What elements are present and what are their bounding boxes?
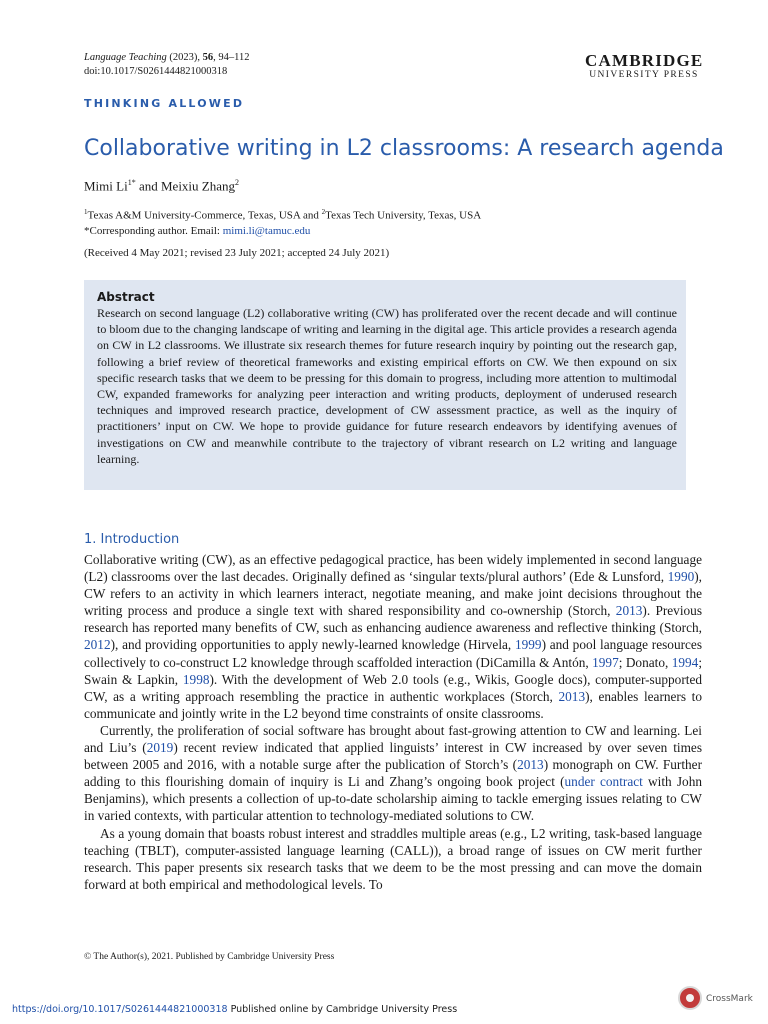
journal-citation: Language Teaching (2023), 56, 94–112 doi:10.1017/S0261444821000318 <box>84 52 250 77</box>
citation-link[interactable]: 2012 <box>84 637 111 653</box>
citation-link[interactable]: 1990 <box>667 569 695 585</box>
crossmark-badge[interactable]: CrossMark <box>678 985 758 1015</box>
abstract-box <box>84 280 686 490</box>
journal-doi: doi:10.1017/S0261444821000318 <box>84 66 228 77</box>
doi-link[interactable]: https://doi.org/10.1017/S0261444821000318 <box>12 1004 228 1015</box>
publisher-logo: CAMBRIDGE UNIVERSITY PRESS <box>585 51 704 80</box>
article-title: Collaborative writing in L2 classrooms: A research agenda <box>84 136 724 161</box>
citation-link[interactable]: 1998 <box>182 671 210 687</box>
paragraph: As a young domain that boasts robust interest and straddles multiple areas (e.g., L2 writing, task-based language teaching (TBLT), computer-assisted language learning (CALL)), a broad range of issues on CW merit further research. This paper presents six research tasks that we deem to be the most pressing and can move the domain forward at both empirical and methodological levels. To <box>84 825 702 892</box>
author-name: Meixiu Zhang <box>160 178 235 194</box>
citation-link[interactable]: under contract <box>564 774 643 790</box>
citation-link[interactable]: 1997 <box>592 654 619 670</box>
citation-link[interactable]: 2019 <box>146 740 174 756</box>
email-link[interactable]: mimi.li@tamuc.edu <box>222 224 311 237</box>
paragraph: Collaborative writing (CW), as an effective pedagogical practice, has been widely implemented in second language (L2) classrooms over the last decades. Originally defined as ‘singular texts/plural authors’ (Ede & Lunsford, 1990), CW refers to an activity in which learners interact, negotiate meaning, and make joint decisions throughout the writing process and produce a single text with shared responsibility and co-ownership (Storch, 2013). Previous research has reported many benefits of CW, such as enhancing audience awareness and reflective thinking (Storch, 2012), and providing opportunities to apply newly-learned knowledge (Hirvela, 1999) and pool language resources collectively to co-construct L2 knowledge through scaffolded interaction (DiCamilla & Antón, 1997; Donato, 1994; Swain & Lapkin, 1998). With the development of Web 2.0 tools (e.g., Wikis, Google docs), computer-supported CW, as a writing approach resembling the practice in authentic workplaces (Storch, 2013), enables learners to communicate and jointly write in the L2 beyond time constraints of onsite classrooms. <box>84 552 703 721</box>
citation-link[interactable]: 2013 <box>615 603 643 619</box>
copyright-notice: © The Author(s), 2021. Published by Cambridge University Press <box>84 952 335 962</box>
article-history: (Received 4 May 2021; revised 23 July 2021; accepted 24 July 2021) <box>84 247 390 259</box>
journal-name: Language Teaching <box>84 52 167 63</box>
abstract-heading: Abstract <box>97 290 155 304</box>
citation-link[interactable]: 1999 <box>514 637 542 653</box>
author-name: Mimi Li <box>84 178 128 194</box>
body-text <box>84 551 702 893</box>
citation-link[interactable]: 2013 <box>558 688 586 704</box>
section-tag: THINKING ALLOWED <box>84 97 245 110</box>
crossmark-icon <box>678 986 702 1010</box>
citation-link[interactable]: 2013 <box>517 757 544 773</box>
abstract-text: Research on second language (L2) collaborative writing (CW) has proliferated over the recent decade and will continue to bloom due to the changing landscape of writing and learning in the digital age. This article provides a research agenda on CW in L2 classrooms. We illustrate six research themes for future research inquiry by pointing out the research gap, following a brief review of theoretical frameworks and existing empirical efforts on CW. We then expound on six specific research tasks that we deem to be pressing for this domain to progress, including more attention to multimodal CW, expanded frameworks for analyzing peer interaction and writing products, deployment of underused research techniques and improved research practice, development of CW assessment practice, as well as the inquiry of practitioners’ input on CW. We hope to provide guidance for future research endeavors by identifying avenues of investigations on CW and meanwhile contribute to the trajectory of vibrant research on L2 writing and language learning. <box>97 306 677 466</box>
journal-volume: 56 <box>202 52 214 63</box>
citation-link[interactable]: 1994 <box>671 654 699 670</box>
section-heading-introduction: 1. Introduction <box>84 532 180 547</box>
paragraph: Currently, the proliferation of social software has brought about fast-growing attention to CW and learning. Lei and Liu’s (2019) recent review indicated that applied linguists’ interest in CW increased by over seven times between 2005 and 2016, with a notable surge after the publication of Storch’s (2013) monograph on CW. Further adding to this flourishing domain of inquiry is Li and Zhang’s ongoing book project (under contract with John Benjamins), which presents a collection of up-to-date scholarship aiming to tackle emerging issues relating to CW in varied contexts, with particular attention to technology-mediated solutions to CW. <box>84 722 702 824</box>
author-list: Mimi $Li^{1*}$ and Meixiu Zhang$^2$ <box>84 178 239 194</box>
affiliations: $^1$Texas A&M University-Commerce, Texas, USA and $^2$Texas Tech University, Texas, USA *Corresponding author. Email: mimi.li@tamuc.edu <box>84 208 482 237</box>
page-footer: https://doi.org/10.1017/S0261444821000318 Published online by Cambridge University Press <box>12 1004 458 1015</box>
